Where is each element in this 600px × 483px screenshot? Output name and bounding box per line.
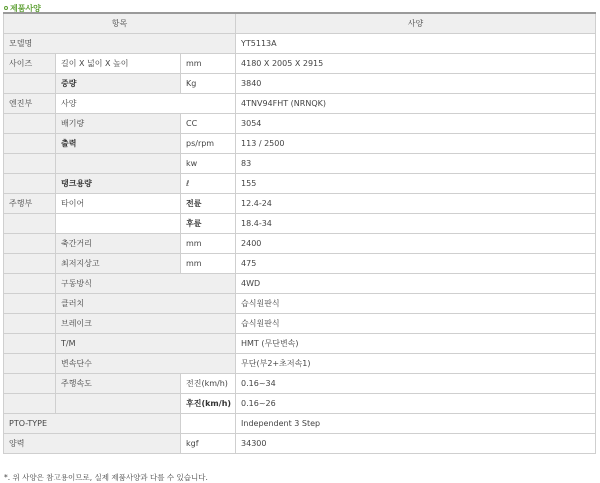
- empty-cell: [4, 313, 56, 333]
- value-wheelbase: 2400: [236, 233, 596, 253]
- unit-weight: Kg: [181, 73, 236, 93]
- value-weight: 3840: [236, 73, 596, 93]
- value-drive: 4WD: [236, 273, 596, 293]
- value-tire-rear: 18.4-34: [236, 213, 596, 233]
- empty-cell: [4, 333, 56, 353]
- table-row: [4, 193, 596, 213]
- unit-displacement: CC: [181, 113, 236, 133]
- sub-transmission: T/M: [56, 333, 236, 353]
- table-row: [4, 253, 596, 273]
- empty-cell: [4, 253, 56, 273]
- table-row: [4, 53, 596, 73]
- table-row: [4, 133, 596, 153]
- value-pto: Independent 3 Step: [236, 413, 596, 433]
- table-row: [4, 213, 596, 233]
- unit-speed-forward: 전진(km/h): [181, 373, 236, 393]
- value-engine: 4TNV94FHT (NRNQK): [236, 93, 596, 113]
- value-brake: 습식원판식: [236, 313, 596, 333]
- value-model: YT5113A: [236, 33, 596, 53]
- sub-clearance: 최저지상고: [56, 253, 181, 273]
- unit-output: ps/rpm: [181, 133, 236, 153]
- empty-cell: [4, 73, 56, 93]
- unit-wheelbase: mm: [181, 233, 236, 253]
- empty-cell: [56, 213, 181, 233]
- unit-size: mm: [181, 53, 236, 73]
- table-row: [4, 233, 596, 253]
- unit-lift: kgf: [181, 433, 236, 453]
- sub-weight: 중량: [56, 73, 181, 93]
- row-label-size: 사이즈: [4, 53, 56, 73]
- value-gears: 무단(부2+초저속1): [236, 353, 596, 373]
- value-output: 113 / 2500: [236, 133, 596, 153]
- empty-cell: [4, 213, 56, 233]
- value-size: 4180 X 2005 X 2915: [236, 53, 596, 73]
- header-item: 항목: [4, 13, 236, 33]
- sub-tire: 타이어: [56, 193, 181, 213]
- sub-wheelbase: 축간거리: [56, 233, 181, 253]
- sub-clutch: 클러치: [56, 293, 236, 313]
- sub-output: 출력: [56, 133, 181, 153]
- row-label-lift: 양력: [4, 433, 181, 453]
- empty-cell: [56, 153, 181, 173]
- empty-cell: [4, 373, 56, 393]
- table-row: [4, 33, 596, 53]
- table-row: [4, 93, 596, 113]
- sub-speed: 주행속도: [56, 373, 181, 393]
- value-speed-forward: 0.16~34: [236, 373, 596, 393]
- table-row: [4, 113, 596, 133]
- table-row: [4, 333, 596, 353]
- unit-tire-front: 전륜: [181, 193, 236, 213]
- sub-displacement: 배기량: [56, 113, 181, 133]
- value-tire-front: 12.4-24: [236, 193, 596, 213]
- value-transmission: HMT (무단변속): [236, 333, 596, 353]
- value-clutch: 습식원판식: [236, 293, 596, 313]
- empty-cell: [4, 293, 56, 313]
- sub-tank: 탱크용량: [56, 173, 181, 193]
- table-row: [4, 433, 596, 453]
- table-row: [4, 313, 596, 333]
- empty-cell: [4, 393, 56, 413]
- sub-gears: 변속단수: [56, 353, 236, 373]
- spec-table: [3, 12, 596, 454]
- value-tank: 155: [236, 173, 596, 193]
- table-row: [4, 73, 596, 93]
- sub-brake: 브레이크: [56, 313, 236, 333]
- unit-clearance: mm: [181, 253, 236, 273]
- empty-cell: [4, 113, 56, 133]
- footnote: *. 위 사양은 참고용이므로, 실제 제품사양과 다를 수 있습니다.: [4, 473, 208, 482]
- value-lift: 34300: [236, 433, 596, 453]
- empty-cell: [56, 393, 181, 413]
- row-label-drivetrain: 주행부: [4, 193, 56, 213]
- row-label-model: 모델명: [4, 33, 236, 53]
- table-row: [4, 373, 596, 393]
- empty-cell: [4, 233, 56, 253]
- unit-tank: ℓ: [181, 173, 236, 193]
- table-row: [4, 393, 596, 413]
- value-displacement: 3054: [236, 113, 596, 133]
- empty-cell: [4, 173, 56, 193]
- table-row: [4, 413, 596, 433]
- table-row: [4, 273, 596, 293]
- value-kw: 83: [236, 153, 596, 173]
- table-row: [4, 293, 596, 313]
- row-label-pto: PTO-TYPE: [4, 413, 181, 433]
- table-row: [4, 173, 596, 193]
- value-speed-reverse: 0.16~26: [236, 393, 596, 413]
- table-header-row: [4, 13, 596, 33]
- section-title-text: 제품사양: [10, 3, 41, 13]
- circle-bullet-icon: [4, 6, 8, 10]
- unit-kw: kw: [181, 153, 236, 173]
- unit-tire-rear: 후륜: [181, 213, 236, 233]
- sub-size: 길이 X 넓이 X 높이: [56, 53, 181, 73]
- empty-cell: [4, 153, 56, 173]
- sub-drive: 구동방식: [56, 273, 236, 293]
- unit-speed-reverse: 후진(km/h): [181, 393, 236, 413]
- empty-cell: [4, 133, 56, 153]
- table-row: [4, 353, 596, 373]
- empty-cell: [4, 353, 56, 373]
- value-clearance: 475: [236, 253, 596, 273]
- header-spec: 사양: [236, 13, 596, 33]
- row-label-engine: 엔진부: [4, 93, 56, 113]
- table-row: [4, 153, 596, 173]
- sub-engine: 사양: [56, 93, 236, 113]
- empty-cell: [181, 413, 236, 433]
- empty-cell: [4, 273, 56, 293]
